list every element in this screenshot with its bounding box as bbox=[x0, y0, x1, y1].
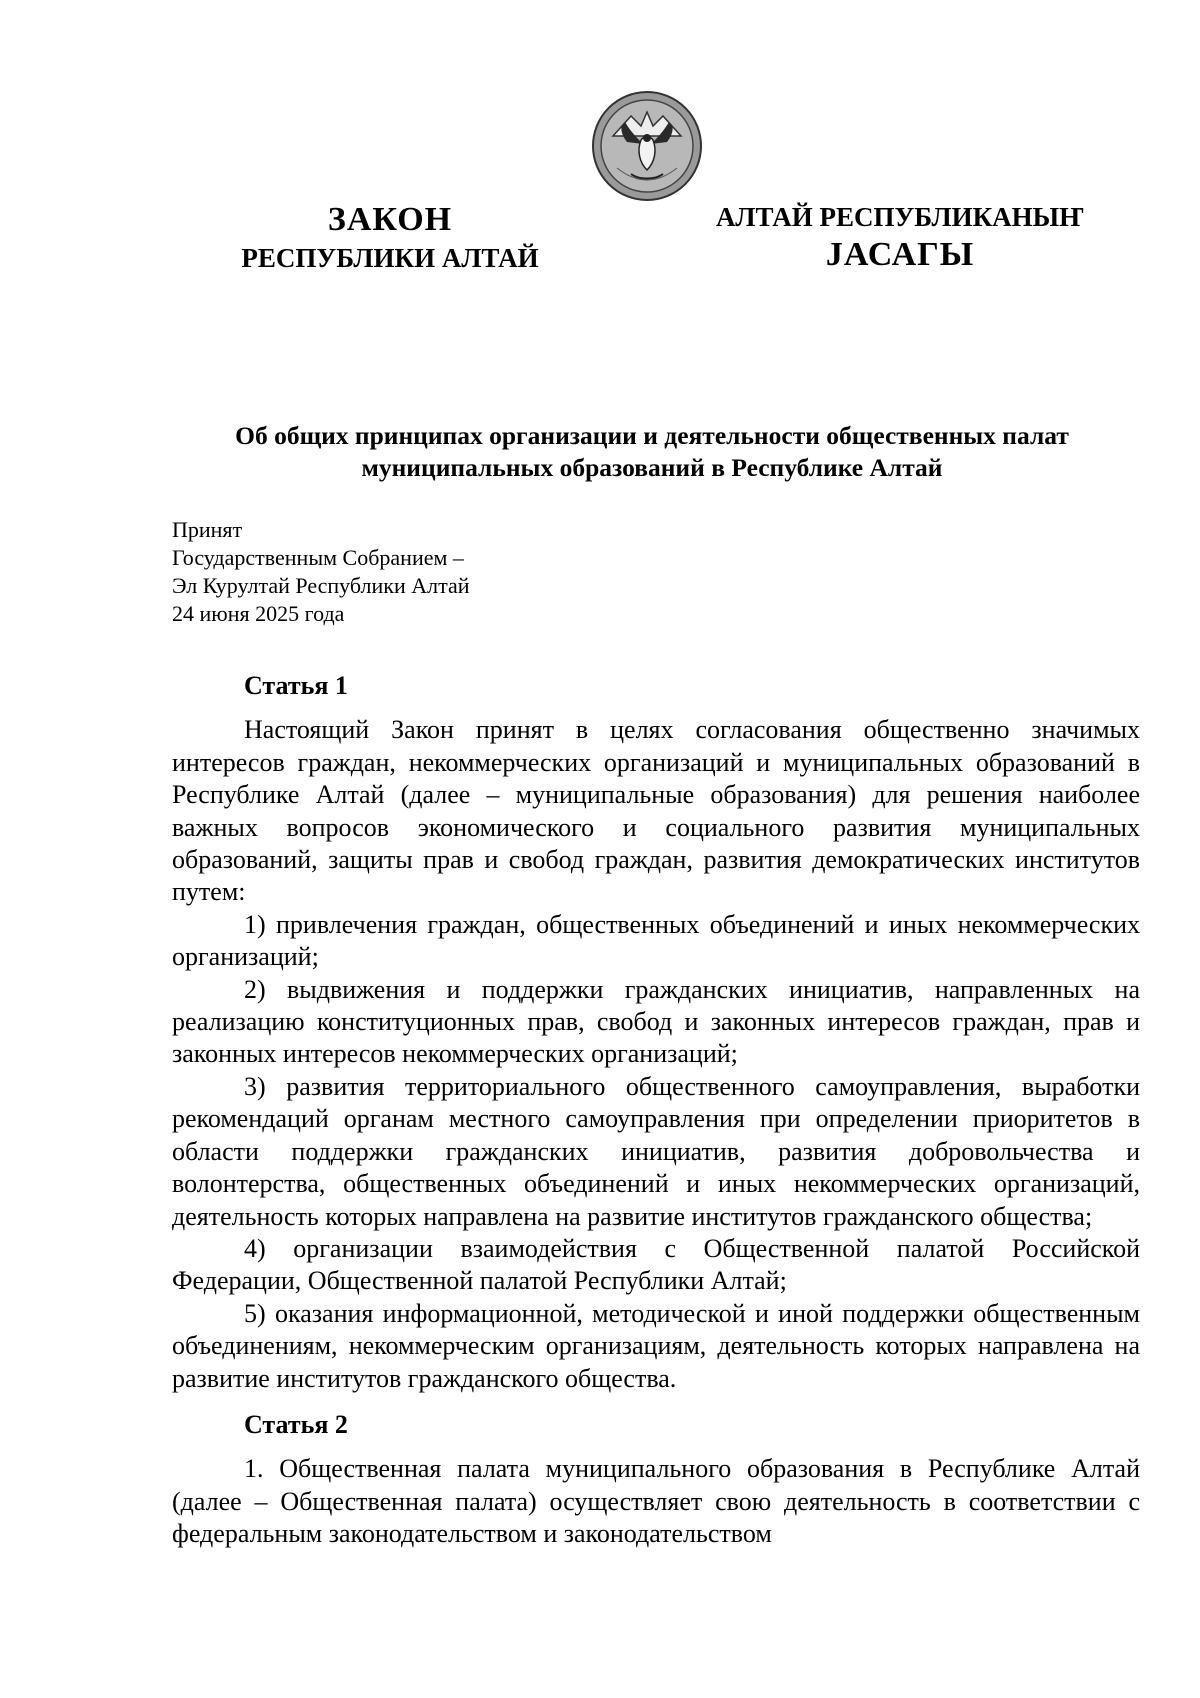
adoption-line: Принят bbox=[172, 517, 243, 542]
article-heading: Статья 2 bbox=[244, 1409, 348, 1439]
adoption-block bbox=[172, 516, 672, 628]
article-item: 5) оказания информационной, методической и иной поддержки общественным объединениям, некоммерческим организациям, деятельность которых направлена на развитие институтов гражданского общества. bbox=[172, 1298, 1140, 1393]
adoption-line: Государственным Собранием – bbox=[172, 545, 464, 570]
article-paragraph: Настоящий Закон принят в целях согласования общественно значимых интересов граждан, некоммерческих организаций и муниципальных образований в Республике Алтай (далее – муниципальные образования) для решения наиболее важных вопросов экономического и социального развития муниципальных образований, защиты прав и свобод граждан, развития демократических институтов путем: bbox=[172, 715, 1140, 907]
republic-label: РЕСПУБЛИКИ АЛТАЙ bbox=[241, 243, 539, 273]
republic-label-altai: АЛТАЙ РЕСПУБЛИКАНЫҤ bbox=[715, 202, 1085, 232]
article-heading: Статья 1 bbox=[244, 671, 348, 700]
document-title-line: Об общих принципах организации и деятельности общественных палат bbox=[235, 421, 1069, 450]
adoption-date: 24 июня 2025 года bbox=[172, 601, 345, 626]
law-body bbox=[172, 670, 1140, 1551]
law-label-altai: JАСАГЫ bbox=[825, 236, 975, 273]
law-label: ЗАКОН bbox=[327, 201, 453, 238]
article-item: 2) выдвижения и поддержки гражданских инициатив, направленных на реализацию конституционных прав, свобод и законных интересов граждан, прав и законных интересов некоммерческих организаций; bbox=[172, 974, 1140, 1069]
emblem bbox=[591, 90, 703, 202]
article-paragraph: 1. Общественная палата муниципального образования в Республике Алтай (далее – Общественная палата) осуществляет свою деятельность в соответствии с федеральным законодательством и законодательством bbox=[172, 1454, 1140, 1549]
coat-of-arms-icon bbox=[591, 90, 703, 202]
article-item: 4) организации взаимодействия с Общественной палатой Российской Федерации, Общественной палатой Республики Алтай; bbox=[172, 1233, 1140, 1296]
document-title bbox=[172, 420, 1132, 484]
adoption-line: Эл Курултай Республики Алтай bbox=[172, 573, 470, 598]
document-title-line: муниципальных образований в Республике Алтай bbox=[361, 453, 943, 482]
header-left bbox=[210, 200, 570, 276]
article-item: 1) привлечения граждан, общественных объединений и иных некоммерческих организаций; bbox=[172, 909, 1140, 972]
article-item: 3) развития территориального общественного самоуправления, выработки рекомендаций органам местного самоуправления при определении приоритетов в области поддержки гражданских инициатив, развития добровольчества и волонтерства, общественных объединений и иных некоммерческих организаций, деятельность которых направлена на развитие институтов гражданского общества; bbox=[172, 1071, 1140, 1231]
header-right bbox=[700, 200, 1100, 276]
